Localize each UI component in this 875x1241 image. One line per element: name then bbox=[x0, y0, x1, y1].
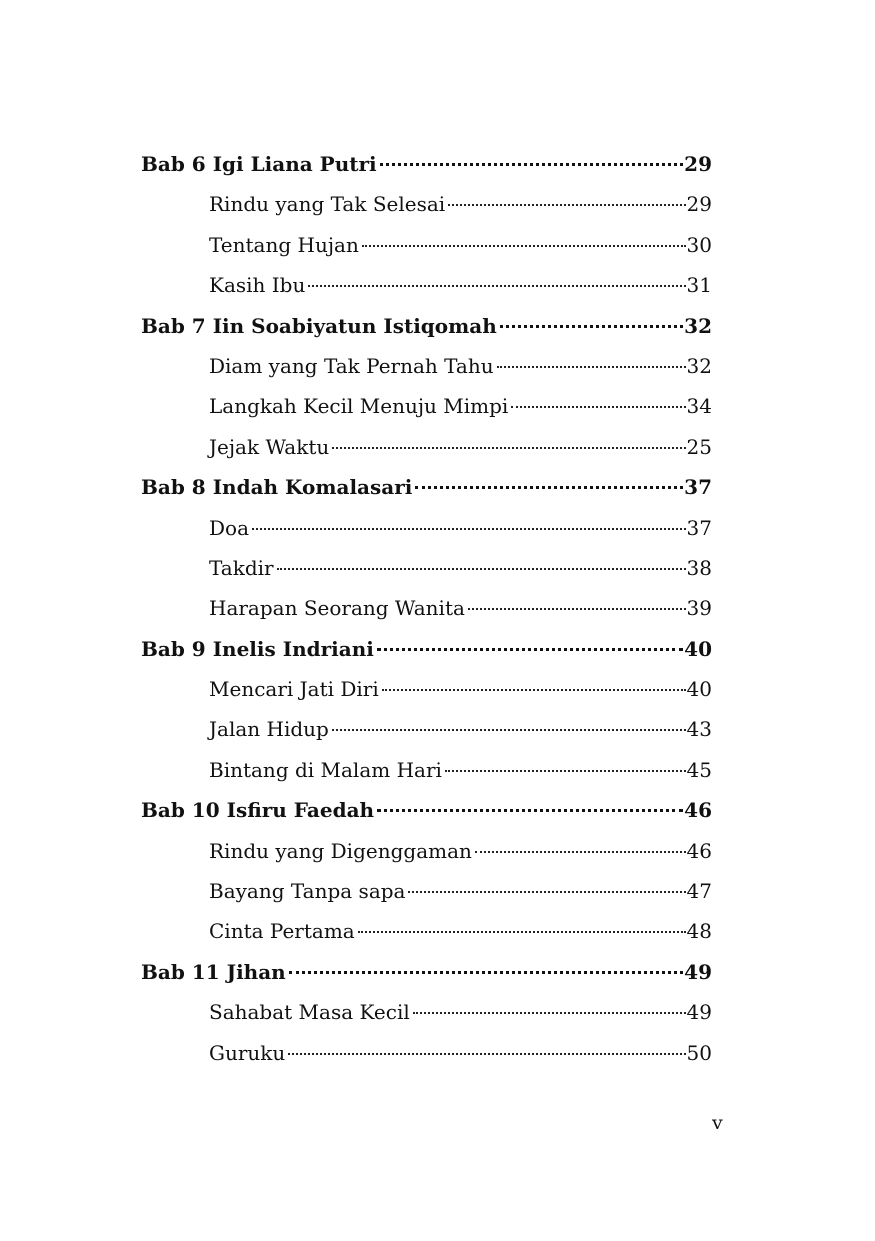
toc-entry-title: Jejak Waktu bbox=[209, 434, 330, 459]
dot-leader bbox=[475, 851, 686, 853]
toc-entry-title: Kasih Ibu bbox=[209, 273, 306, 298]
dot-leader bbox=[332, 447, 685, 449]
toc-entry-page: 49 bbox=[686, 1000, 712, 1025]
dot-leader bbox=[332, 729, 686, 731]
dot-leader bbox=[497, 366, 686, 368]
toc-entry-title: Bab 8 Indah Komalasari bbox=[141, 475, 413, 500]
toc-entry-page: 50 bbox=[686, 1040, 712, 1065]
toc-entry-title: Bab 7 Iin Soabiyatun Istiqomah bbox=[141, 313, 497, 338]
toc-entry-title: Rindu yang Digenggaman bbox=[209, 838, 472, 863]
toc-entry[interactable] bbox=[141, 871, 712, 911]
dot-leader bbox=[500, 325, 683, 328]
toc-entry[interactable] bbox=[141, 144, 712, 184]
toc-entry-title: Guruku bbox=[209, 1040, 286, 1065]
toc-entry-page: 40 bbox=[686, 677, 712, 702]
toc-entry[interactable] bbox=[141, 1033, 712, 1073]
dot-leader bbox=[408, 891, 685, 893]
toc-entry[interactable] bbox=[141, 346, 712, 386]
toc-entry-page: 45 bbox=[686, 757, 712, 782]
toc-entry-page: 39 bbox=[686, 596, 712, 621]
toc-entry-page: 43 bbox=[686, 717, 712, 742]
toc-entry-title: Langkah Kecil Menuju Mimpi bbox=[209, 394, 509, 419]
toc-entry-page: 48 bbox=[686, 919, 712, 944]
toc-entry[interactable] bbox=[141, 709, 712, 749]
toc-entry-page: 29 bbox=[686, 192, 712, 217]
toc-entry-page: 38 bbox=[686, 555, 712, 580]
toc-entry-title: Bayang Tanpa sapa bbox=[209, 879, 406, 904]
toc-entry-page: 30 bbox=[686, 232, 712, 257]
toc-entry[interactable] bbox=[141, 265, 712, 305]
toc-entry[interactable] bbox=[141, 588, 712, 628]
toc-entry-title: Tentang Hujan bbox=[209, 232, 359, 257]
toc-entry-page: 25 bbox=[686, 434, 712, 459]
dot-leader bbox=[252, 528, 686, 530]
table-of-contents bbox=[141, 144, 712, 1073]
toc-entry-title: Mencari Jati Diri bbox=[209, 677, 379, 702]
dot-leader bbox=[377, 809, 683, 812]
toc-entry[interactable] bbox=[141, 467, 712, 507]
toc-entry[interactable] bbox=[141, 427, 712, 467]
toc-entry-title: Bab 9 Inelis Indriani bbox=[141, 636, 374, 661]
toc-entry[interactable] bbox=[141, 831, 712, 871]
dot-leader bbox=[277, 568, 686, 570]
toc-entry-page: 46 bbox=[684, 798, 712, 823]
dot-leader bbox=[468, 608, 686, 610]
toc-entry-page: 47 bbox=[686, 879, 712, 904]
toc-entry-page: 29 bbox=[684, 152, 712, 176]
toc-entry-title: Bab 11 Jihan bbox=[141, 959, 286, 984]
toc-entry-title: Harapan Seorang Wanita bbox=[209, 596, 465, 621]
toc-entry-page: 46 bbox=[686, 838, 712, 863]
dot-leader bbox=[289, 971, 683, 974]
toc-entry[interactable] bbox=[141, 184, 712, 224]
toc-entry[interactable] bbox=[141, 911, 712, 951]
toc-entry[interactable] bbox=[141, 992, 712, 1032]
toc-entry-title: Diam yang Tak Pernah Tahu bbox=[209, 353, 494, 378]
dot-leader bbox=[382, 689, 686, 691]
toc-entry[interactable] bbox=[141, 306, 712, 346]
toc-entry-title: Doa bbox=[209, 515, 249, 540]
dot-leader bbox=[362, 245, 686, 247]
toc-entry[interactable] bbox=[141, 386, 712, 426]
dot-leader bbox=[445, 770, 686, 772]
toc-entry-page: 49 bbox=[684, 959, 712, 984]
dot-leader bbox=[448, 204, 685, 206]
toc-entry-title: Bab 10 Isfiru Faedah bbox=[141, 798, 375, 823]
toc-entry-page: 31 bbox=[686, 273, 712, 298]
toc-entry[interactable] bbox=[141, 790, 712, 830]
toc-entry-title: Bintang di Malam Hari bbox=[209, 757, 442, 782]
dot-leader bbox=[380, 163, 684, 166]
dot-leader bbox=[413, 1012, 686, 1014]
toc-entry[interactable] bbox=[141, 669, 712, 709]
dot-leader bbox=[511, 406, 685, 408]
toc-entry-page: 37 bbox=[686, 515, 712, 540]
dot-leader bbox=[377, 648, 683, 651]
page-number: v bbox=[712, 1112, 723, 1134]
toc-entry[interactable] bbox=[141, 629, 712, 669]
toc-entry-title: Cinta Pertama bbox=[209, 919, 355, 944]
toc-entry[interactable] bbox=[141, 548, 712, 588]
toc-entry-page: 40 bbox=[684, 636, 712, 661]
dot-leader bbox=[308, 285, 685, 287]
dot-leader bbox=[415, 486, 683, 489]
toc-entry[interactable] bbox=[141, 225, 712, 265]
toc-entry-title: Sahabat Masa Kecil bbox=[209, 1000, 410, 1025]
toc-entry-title: Takdir bbox=[209, 555, 274, 580]
toc-entry-page: 37 bbox=[684, 475, 712, 500]
toc-entry[interactable] bbox=[141, 952, 712, 992]
dot-leader bbox=[288, 1053, 685, 1055]
toc-entry-page: 32 bbox=[684, 313, 712, 338]
toc-entry-page: 34 bbox=[686, 394, 712, 419]
dot-leader bbox=[358, 931, 686, 933]
toc-entry-page: 32 bbox=[686, 353, 712, 378]
toc-entry[interactable] bbox=[141, 750, 712, 790]
toc-entry-title: Rindu yang Tak Selesai bbox=[209, 192, 446, 217]
toc-entry[interactable] bbox=[141, 508, 712, 548]
toc-entry-title: Jalan Hidup bbox=[209, 717, 329, 742]
toc-entry-title: Bab 6 Igi Liana Putri bbox=[141, 152, 377, 176]
